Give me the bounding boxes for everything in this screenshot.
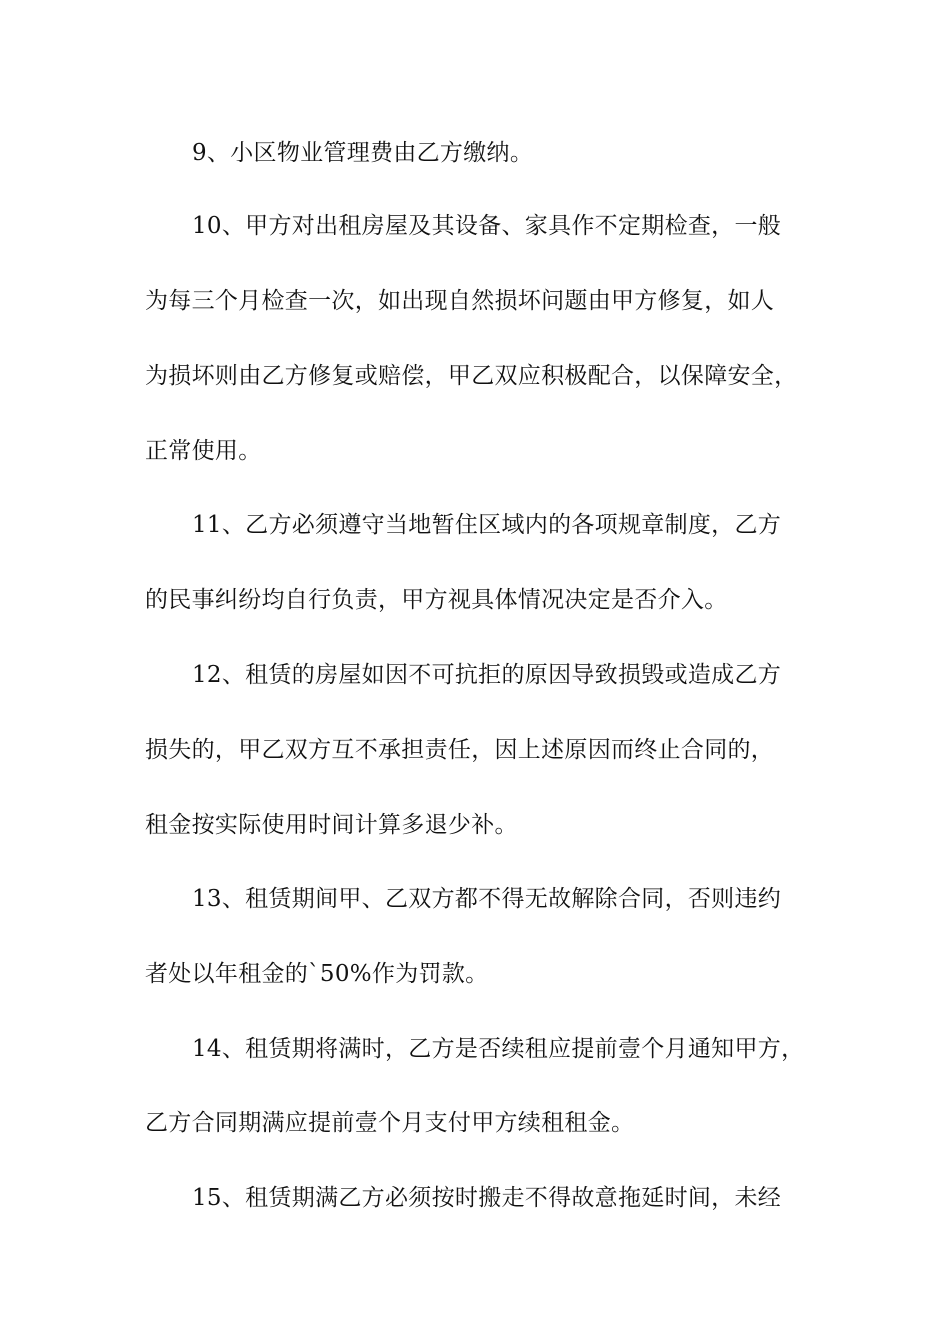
- clause-12-line-3: 租金按实际使用时间计算多退少补。: [145, 812, 518, 838]
- clause-13-line-1: 13、租赁期间甲、乙双方都不得无故解除合同，否则违约: [192, 886, 782, 912]
- clause-15-line-1: 15、租赁期满乙方必须按时搬走不得故意拖延时间，未经: [192, 1185, 782, 1211]
- clause-14-line-1: 14、租赁期将满时，乙方是否续租应提前壹个月通知甲方，: [192, 1036, 805, 1062]
- clause-12-line-1: 12、租赁的房屋如因不可抗拒的原因导致损毁或造成乙方: [192, 662, 782, 688]
- clause-13-line-2: 者处以年租金的`50%作为罚款。: [145, 961, 489, 987]
- clause-10-line-4: 正常使用。: [145, 438, 262, 464]
- clause-14-line-2: 乙方合同期满应提前壹个月支付甲方续租租金。: [145, 1110, 635, 1136]
- clause-11-line-2: 的民事纠纷均自行负责，甲方视具体情况决定是否介入。: [145, 587, 728, 613]
- clause-12-line-2: 损失的，甲乙双方互不承担责任，因上述原因而终止合同的，: [145, 737, 775, 763]
- clause-10-line-3: 为损坏则由乙方修复或赔偿，甲乙双应积极配合，以保障安全，: [145, 363, 798, 389]
- clause-9-line-1: 9、小区物业管理费由乙方缴纳。: [192, 140, 534, 166]
- clause-10-line-1: 10、甲方对出租房屋及其设备、家具作不定期检查，一般: [192, 213, 782, 239]
- clause-10-line-2: 为每三个月检查一次，如出现自然损坏问题由甲方修复，如人: [145, 288, 775, 314]
- clause-11-line-1: 11、乙方必须遵守当地暂住区域内的各项规章制度，乙方: [192, 512, 782, 538]
